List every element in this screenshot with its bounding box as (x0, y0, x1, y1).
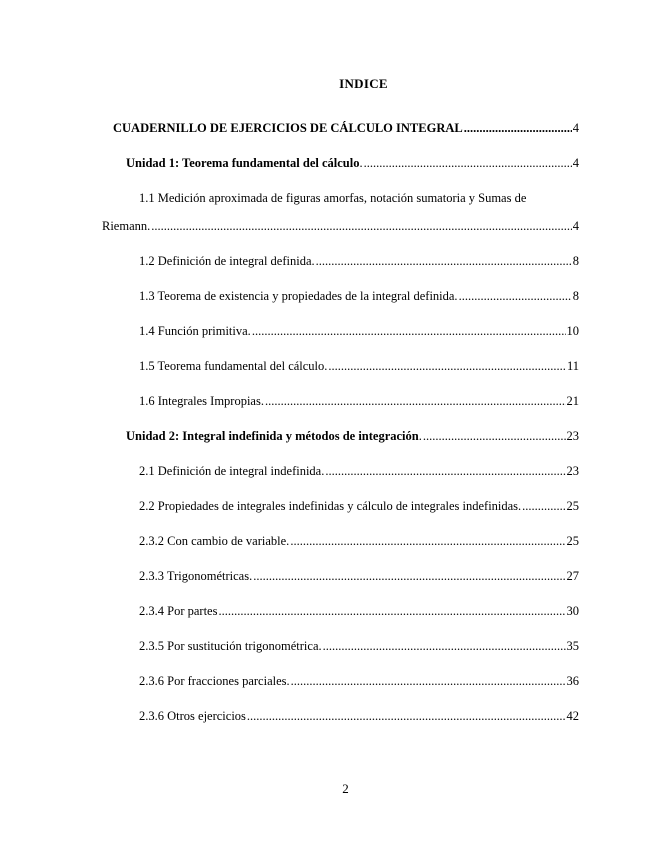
toc-entry-2-3-3[interactable] (139, 568, 579, 584)
page-number: 2 (342, 781, 349, 796)
toc-entry-page: 11 (566, 359, 579, 373)
toc-entry-1-1[interactable] (102, 218, 579, 234)
toc-entry-2-3-2[interactable] (139, 533, 579, 549)
toc-entry-title: 2.3.6 Otros ejercicios (139, 709, 246, 723)
toc-leader-dots (316, 253, 572, 269)
toc-entry-title: 1.5 Teorema fundamental del cálculo. (139, 359, 328, 373)
toc-entry-title: Unidad 1: Teorema fundamental del cálculo (126, 156, 360, 170)
toc-leader-dots (252, 323, 566, 339)
toc-entry-page: 25 (566, 499, 579, 513)
toc-entry-title: 1.6 Integrales Impropias. (139, 394, 264, 408)
toc-entry-2-3-6-otros[interactable] (139, 708, 579, 724)
toc-entry-page: 21 (566, 394, 579, 408)
toc-entry-1-1-line1[interactable]: 1.1 Medición aproximada de figuras amorfas, notación sumatoria y Sumas de (139, 191, 527, 205)
toc-entry-2-3-4[interactable] (139, 603, 579, 619)
toc-entry-2-2[interactable] (139, 498, 579, 514)
toc-entry-title: 2.1 Definición de integral indefinida. (139, 464, 325, 478)
toc-leader-dots (151, 218, 571, 234)
toc-entry-page: 42 (566, 709, 579, 723)
toc-entry-page: 4 (572, 121, 579, 135)
toc-entry-page: 25 (566, 534, 579, 548)
toc-entry-1-3[interactable] (139, 288, 579, 304)
toc-entry-2-1[interactable] (139, 463, 579, 479)
toc-entry-2-3-5[interactable] (139, 638, 579, 654)
toc-entry-title: 2.3.4 Por partes (139, 604, 218, 618)
toc-entry-unidad-1[interactable] (126, 155, 579, 171)
toc-entry-page: 8 (572, 254, 579, 268)
toc-leader-dots (323, 638, 566, 654)
toc-heading: INDICE (339, 76, 388, 91)
toc-entry-2-3-6[interactable] (139, 673, 579, 689)
toc-entry-title: 1.3 Teorema de existencia y propiedades de la integral definida. (139, 289, 458, 303)
toc-entry-title: 2.3.6 Por fracciones parciales. (139, 674, 290, 688)
toc-entry-page: 8 (572, 289, 579, 303)
toc-leader-dots (218, 603, 565, 619)
toc-entry-1-5[interactable] (139, 358, 579, 374)
toc-entry-title: Riemann. (102, 219, 151, 233)
toc-entry-title: 2.3.5 Por sustitución trigonométrica. (139, 639, 322, 653)
toc-entry-page: 4 (572, 219, 579, 233)
toc-entry-page: 30 (566, 604, 579, 618)
toc-entry-title: 1.2 Definición de integral definida. (139, 254, 315, 268)
toc-entry-1-2[interactable] (139, 253, 579, 269)
toc-entry-title: Unidad 2: Integral indefinida y métodos de integración (126, 429, 419, 443)
toc-entry-unidad-2[interactable] (126, 428, 579, 444)
toc-entry-1-4[interactable] (139, 323, 579, 339)
toc-leader-dots (291, 673, 566, 689)
toc-entry-page: 23 (566, 429, 579, 443)
toc-leader-dots (459, 288, 572, 304)
toc-leader-dots (522, 498, 565, 514)
toc-leader-dots (253, 568, 565, 584)
toc-leader-dots (328, 358, 566, 374)
toc-leader-dots (265, 393, 566, 409)
toc-entry-1-6[interactable] (139, 393, 579, 409)
toc-entry-page: 4 (572, 156, 579, 170)
toc-leader-dots (464, 120, 572, 136)
toc-entry-suffix: . (359, 156, 363, 170)
toc-entry-page: 27 (566, 569, 579, 583)
toc-entry-title: 2.2 Propiedades de integrales indefinidas y cálculo de integrales indefinidas. (139, 499, 522, 513)
toc-entry-cuadernillo[interactable] (113, 120, 579, 136)
toc-entry-page: 35 (566, 639, 579, 653)
toc-entry-title: 2.3.2 Con cambio de variable. (139, 534, 290, 548)
toc-leader-dots (423, 428, 566, 444)
toc-entry-page: 23 (566, 464, 579, 478)
toc-entry-title: 2.3.3 Trigonométricas. (139, 569, 253, 583)
toc-leader-dots (290, 533, 565, 549)
toc-leader-dots (364, 155, 572, 171)
toc-leader-dots (247, 708, 566, 724)
toc-entry-suffix: . (418, 429, 422, 443)
toc-entry-page: 36 (566, 674, 579, 688)
toc-entry-title: 1.4 Función primitiva. (139, 324, 251, 338)
toc-leader-dots (325, 463, 565, 479)
toc-entry-page: 10 (566, 324, 579, 338)
toc-entry-title: CUADERNILLO DE EJERCICIOS DE CÁLCULO INTEGRAL (113, 121, 463, 135)
